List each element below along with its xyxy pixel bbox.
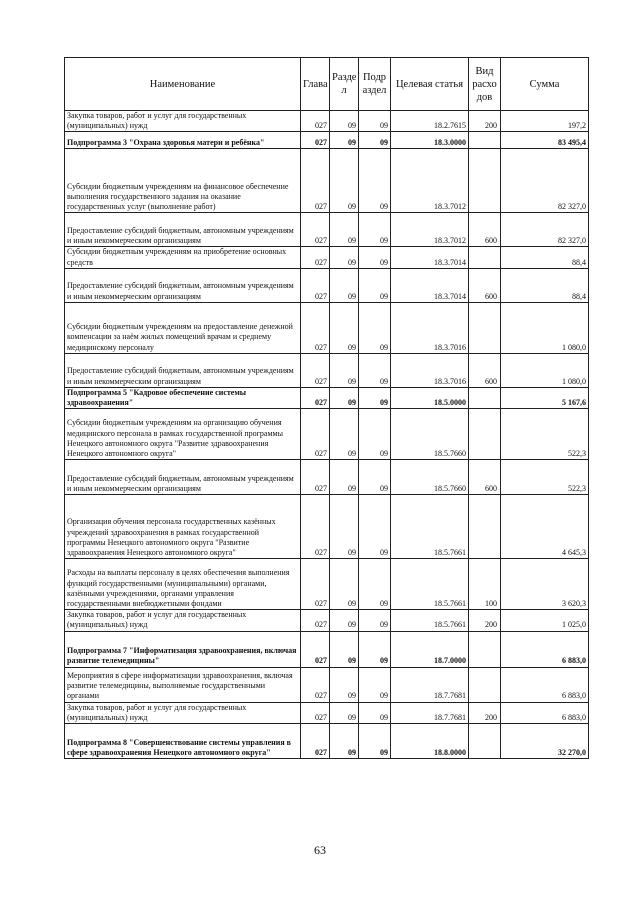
cell-sum: 82 327,0: [501, 149, 589, 213]
cell-sum: 522,3: [501, 460, 589, 495]
cell-razdel: 09: [330, 610, 359, 631]
cell-sum: 5 167,6: [501, 387, 589, 408]
cell-sum: 88,4: [501, 268, 589, 302]
cell-name: Расходы на выплаты персоналу в целях обеспечения выполнения функций государственными (муниципальными) органами, казёнными учреждениями, органами управления государственными внебюджетными фондами: [65, 559, 301, 610]
cell-glava: 027: [301, 353, 330, 387]
cell-glava: 027: [301, 302, 330, 353]
table-row: [65, 302, 589, 353]
cell-target: 18.3.7014: [391, 247, 469, 268]
cell-vid: [469, 149, 501, 213]
cell-glava: 027: [301, 460, 330, 495]
cell-podrazdel: 09: [359, 213, 391, 247]
cell-sum: 83 495,4: [501, 132, 589, 149]
cell-glava: 027: [301, 247, 330, 268]
table-row: [65, 353, 589, 387]
cell-target: 18.5.7661: [391, 495, 469, 559]
cell-target: 18.7.7681: [391, 667, 469, 702]
table-row: [65, 247, 589, 268]
table-row: [65, 631, 589, 667]
cell-glava: 027: [301, 268, 330, 302]
table-body: [65, 111, 589, 759]
cell-podrazdel: 09: [359, 409, 391, 460]
cell-name: Подпрограмма 8 "Совершенствование системы управления в сфере здравоохранения Ненецкого автономного округа": [65, 724, 301, 759]
cell-razdel: 09: [330, 409, 359, 460]
table-row: [65, 559, 589, 610]
cell-name: Предоставление субсидий бюджетным, автономным учреждениям и иным некоммерческим организациям: [65, 353, 301, 387]
cell-name: Предоставление субсидий бюджетным, автономным учреждениям и иным некоммерческим организациям: [65, 460, 301, 495]
cell-vid: 600: [469, 213, 501, 247]
cell-vid: 200: [469, 702, 501, 723]
cell-target: 18.7.7681: [391, 702, 469, 723]
cell-name: Мероприятия в сфере информатизации здравоохранения, включая развитие телемедицины, выполняемые государственными органами: [65, 667, 301, 702]
table-row: [65, 268, 589, 302]
cell-podrazdel: 09: [359, 302, 391, 353]
cell-vid: 200: [469, 111, 501, 132]
header-target: Целевая статья: [391, 58, 469, 111]
cell-razdel: 09: [330, 353, 359, 387]
cell-razdel: 09: [330, 495, 359, 559]
cell-razdel: 09: [330, 213, 359, 247]
cell-razdel: 09: [330, 631, 359, 667]
table-row: [65, 495, 589, 559]
cell-target: 18.3.0000: [391, 132, 469, 149]
cell-vid: [469, 667, 501, 702]
table-row: [65, 387, 589, 408]
cell-glava: 027: [301, 111, 330, 132]
cell-glava: 027: [301, 495, 330, 559]
table-row: [65, 610, 589, 631]
cell-vid: [469, 387, 501, 408]
cell-sum: 6 883,0: [501, 631, 589, 667]
cell-target: 18.5.7660: [391, 409, 469, 460]
cell-sum: 6 883,0: [501, 667, 589, 702]
cell-target: 18.3.7012: [391, 213, 469, 247]
cell-sum: 4 645,3: [501, 495, 589, 559]
table-row: [65, 132, 589, 149]
cell-name: Субсидии бюджетным учреждениям на организацию обучения медицинского персонала в рамках государственной программы Ненецкого автономного округа "Развитие здравоохранения Ненецкого автономного округа": [65, 409, 301, 460]
budget-table-sheet: [64, 57, 588, 759]
cell-name: Подпрограмма 5 "Кадровое обеспечение системы здравоохранения": [65, 387, 301, 408]
cell-target: 18.3.7012: [391, 149, 469, 213]
cell-podrazdel: 09: [359, 631, 391, 667]
cell-glava: 027: [301, 559, 330, 610]
cell-sum: 32 270,0: [501, 724, 589, 759]
cell-glava: 027: [301, 409, 330, 460]
cell-name: Подпрограмма 3 "Охрана здоровья матери и ребёнка": [65, 132, 301, 149]
cell-glava: 027: [301, 667, 330, 702]
table-row: [65, 213, 589, 247]
cell-podrazdel: 09: [359, 387, 391, 408]
header-sum: Сумма: [501, 58, 589, 111]
cell-name: Закупка товаров, работ и услуг для государственных (муниципальных) нужд: [65, 610, 301, 631]
cell-target: 18.7.0000: [391, 631, 469, 667]
header-name: Наименование: [65, 58, 301, 111]
cell-name: Организация обучения персонала государственных казённых учреждений здравоохранения в рамках государственной программы Ненецкого автономного округа "Развитие здравоохранения Ненецкого автономного округа": [65, 495, 301, 559]
cell-vid: [469, 409, 501, 460]
cell-podrazdel: 09: [359, 559, 391, 610]
cell-podrazdel: 09: [359, 111, 391, 132]
cell-podrazdel: 09: [359, 268, 391, 302]
table-row: [65, 460, 589, 495]
cell-glava: 027: [301, 132, 330, 149]
cell-glava: 027: [301, 631, 330, 667]
cell-podrazdel: 09: [359, 132, 391, 149]
cell-target: 18.5.7661: [391, 610, 469, 631]
cell-glava: 027: [301, 387, 330, 408]
cell-razdel: 09: [330, 724, 359, 759]
cell-vid: [469, 132, 501, 149]
cell-razdel: 09: [330, 302, 359, 353]
cell-name: Субсидии бюджетным учреждениям на предоставление денежной компенсации за наём жилых помещений врачам и среднему медицинскому персоналу: [65, 302, 301, 353]
cell-razdel: 09: [330, 667, 359, 702]
cell-target: 18.5.0000: [391, 387, 469, 408]
cell-target: 18.3.7014: [391, 268, 469, 302]
cell-glava: 027: [301, 724, 330, 759]
cell-razdel: 09: [330, 132, 359, 149]
header-razdel: Разде л: [330, 58, 359, 111]
cell-sum: 1 025,0: [501, 610, 589, 631]
cell-podrazdel: 09: [359, 353, 391, 387]
cell-sum: 1 080,0: [501, 302, 589, 353]
table-row: [65, 667, 589, 702]
cell-target: 18.5.7660: [391, 460, 469, 495]
cell-vid: [469, 631, 501, 667]
cell-razdel: 09: [330, 268, 359, 302]
cell-podrazdel: 09: [359, 149, 391, 213]
table-row: [65, 111, 589, 132]
cell-razdel: 09: [330, 460, 359, 495]
cell-sum: 197,2: [501, 111, 589, 132]
cell-razdel: 09: [330, 387, 359, 408]
cell-razdel: 09: [330, 702, 359, 723]
cell-sum: 522,3: [501, 409, 589, 460]
cell-sum: 82 327,0: [501, 213, 589, 247]
cell-podrazdel: 09: [359, 702, 391, 723]
cell-vid: 600: [469, 460, 501, 495]
cell-vid: 100: [469, 559, 501, 610]
table-row: [65, 702, 589, 723]
cell-vid: [469, 247, 501, 268]
table-row: [65, 149, 589, 213]
cell-name: Субсидии бюджетным учреждениям на финансовое обеспечение выполнения государственного задания на оказание государственных услуг (выполнение работ): [65, 149, 301, 213]
cell-vid: [469, 302, 501, 353]
cell-razdel: 09: [330, 149, 359, 213]
cell-vid: [469, 724, 501, 759]
budget-table: [64, 57, 589, 759]
cell-name: Подпрограмма 7 "Информатизация здравоохранения, включая развитие телемедицины": [65, 631, 301, 667]
cell-podrazdel: 09: [359, 667, 391, 702]
cell-glava: 027: [301, 702, 330, 723]
cell-razdel: 09: [330, 559, 359, 610]
cell-podrazdel: 09: [359, 610, 391, 631]
cell-glava: 027: [301, 610, 330, 631]
cell-sum: 1 080,0: [501, 353, 589, 387]
cell-target: 18.5.7661: [391, 559, 469, 610]
header-glava: Глава: [301, 58, 330, 111]
cell-target: 18.2.7615: [391, 111, 469, 132]
cell-target: 18.3.7016: [391, 353, 469, 387]
cell-razdel: 09: [330, 111, 359, 132]
cell-name: Закупка товаров, работ и услуг для государственных (муниципальных) нужд: [65, 111, 301, 132]
cell-podrazdel: 09: [359, 724, 391, 759]
cell-sum: 88,4: [501, 247, 589, 268]
cell-name: Субсидии бюджетным учреждениям на приобретение основных средств: [65, 247, 301, 268]
cell-vid: [469, 495, 501, 559]
page-number: 63: [314, 843, 326, 857]
cell-razdel: 09: [330, 247, 359, 268]
table-row: [65, 724, 589, 759]
cell-podrazdel: 09: [359, 460, 391, 495]
cell-name: Предоставление субсидий бюджетным, автономным учреждениям и иным некоммерческим организациям: [65, 213, 301, 247]
table-header-row: [65, 58, 589, 111]
header-podrazdel: Подр аздел: [359, 58, 391, 111]
cell-glava: 027: [301, 213, 330, 247]
cell-podrazdel: 09: [359, 495, 391, 559]
header-vid: Вид расхо дов: [469, 58, 501, 111]
cell-sum: 3 620,3: [501, 559, 589, 610]
cell-podrazdel: 09: [359, 247, 391, 268]
cell-vid: 600: [469, 268, 501, 302]
cell-target: 18.3.7016: [391, 302, 469, 353]
cell-vid: 600: [469, 353, 501, 387]
cell-glava: 027: [301, 149, 330, 213]
table-row: [65, 409, 589, 460]
cell-name: Закупка товаров, работ и услуг для государственных (муниципальных) нужд: [65, 702, 301, 723]
cell-sum: 6 883,0: [501, 702, 589, 723]
cell-vid: 200: [469, 610, 501, 631]
cell-target: 18.8.0000: [391, 724, 469, 759]
cell-name: Предоставление субсидий бюджетным, автономным учреждениям и иным некоммерческим организациям: [65, 268, 301, 302]
